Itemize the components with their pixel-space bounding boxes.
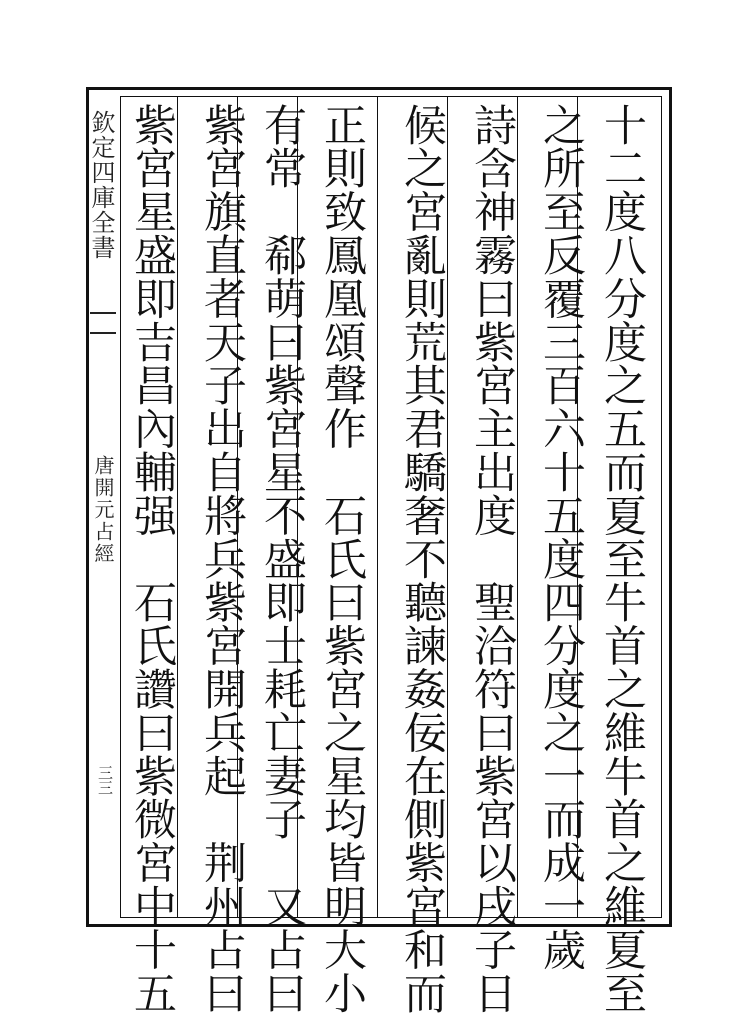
collection-title: 欽定四庫全書: [87, 110, 115, 260]
text-column-7: 紫宮旗直者天子出自將兵紫宮開兵起 荆州占曰: [197, 103, 247, 1015]
text-column-1: 十二度八分度之五而夏至牛首之維牛首之維夏至: [597, 103, 647, 1015]
text-column-3: 詩含神霧曰紫宮主出度 聖洽符曰紫宮以戌子日: [467, 103, 517, 1015]
text-column-2: 之所至反覆三百六十五度四分度之一而成一歲: [536, 103, 586, 971]
text-column-6: 有常 郗萌曰紫宮星不盛即士耗亡妻子 又占曰: [257, 103, 307, 1015]
column-rule: [377, 96, 378, 918]
page-number: 三三: [96, 765, 114, 795]
text-column-8: 紫宮星盛即吉昌內輔强 石氏讚曰紫微宮中十五: [127, 103, 177, 1015]
text-column-4: 候之宮亂則荒其君驕奢不聽諫姦佞在側紫宮和而: [397, 103, 447, 1015]
text-column-5: 正則致鳳凰頌聲作 石氏曰紫宮之星均皆明大小: [317, 103, 367, 1015]
fish-tail-mark: [90, 312, 116, 334]
book-title: 唐開元占經: [91, 455, 115, 565]
